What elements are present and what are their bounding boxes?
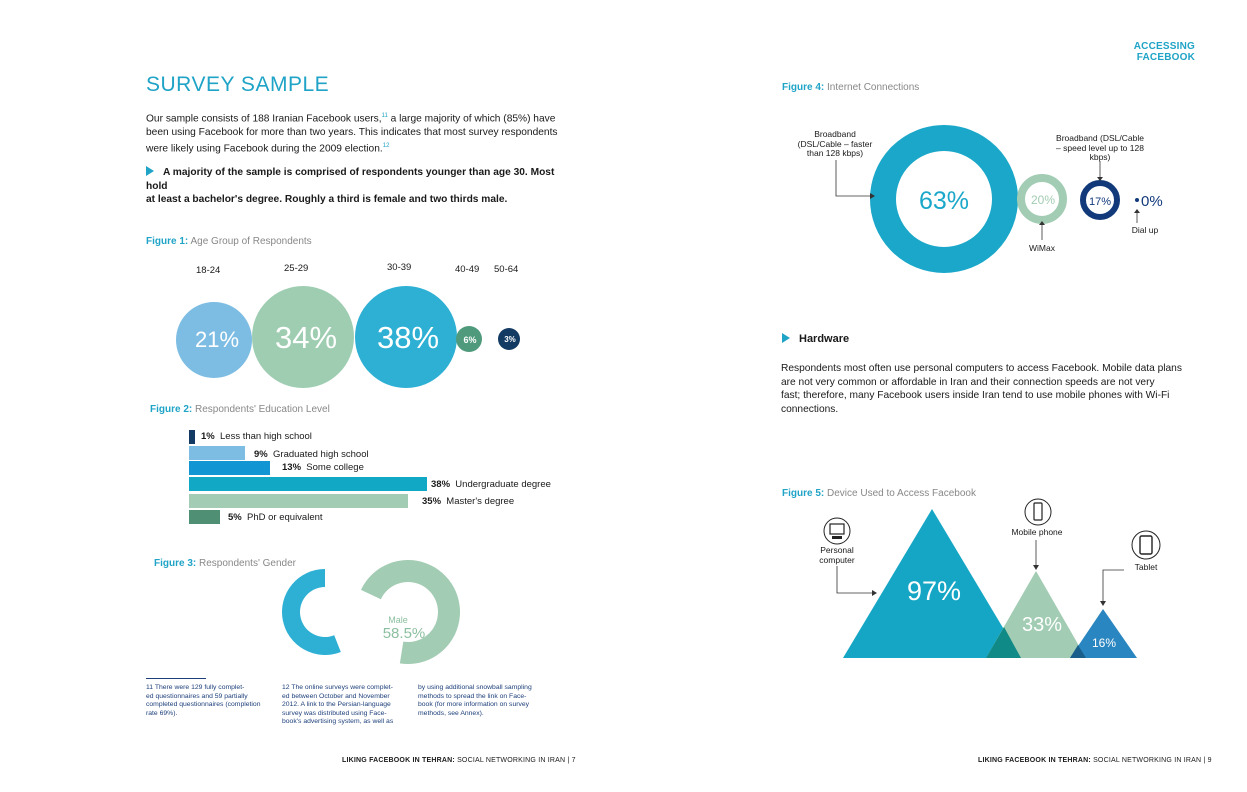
figure-2-title: Respondents' Education Level — [195, 404, 330, 415]
figure-2-caption — [150, 404, 330, 415]
figure-3-label: Figure 3: — [154, 558, 197, 569]
figure-1-caption — [146, 236, 312, 247]
footnote-12: 12 The online surveys were complet- ed between October and November 2012. A link to the Persian-language survey was distributed using Face- book's advertising system, as well as — [282, 684, 394, 726]
bullet-line-1: A majority of the sample is comprised of respondents younger than age 30. Most hold — [146, 167, 555, 192]
wimax-label: WiMax — [1029, 243, 1055, 253]
device-value: 97% — [906, 576, 962, 606]
page-title: SURVEY SAMPLE — [146, 73, 330, 96]
bullet-line-2: at least a bachelor's degree. Roughly a third is female and two thirds male. — [146, 194, 508, 206]
intro-line-2: been using Facebook for more than two years. This indicates that most survey respondents — [146, 127, 558, 139]
arrow-pointer — [836, 160, 870, 196]
arrow-head — [1134, 209, 1140, 213]
age-value-30-39: 38% — [376, 320, 440, 355]
mobile-label: Mobile phone — [1011, 527, 1063, 537]
tablet-icon — [1132, 531, 1160, 559]
male-label: Male — [388, 615, 408, 625]
arrow-bullet-icon — [782, 333, 790, 343]
hardware-paragraph: Respondents most often use personal computers to access Facebook. Mobile data plans are not very common or affordable in Iran and their connection speeds are not very fast; therefore, many Facebook users inside Iran tend to use mobile phones with Wi-Fi connections. — [781, 363, 1182, 416]
tablet-label: Tablet — [1134, 562, 1158, 572]
intro-line-1: Our sample consists of 188 Iranian Facebook users, — [146, 113, 382, 125]
age-value-40-49: 6% — [463, 335, 477, 345]
education-bar — [189, 510, 220, 524]
arrow-head — [872, 590, 877, 596]
age-range-label: 40-49 — [455, 264, 480, 275]
figure-3-caption — [154, 558, 296, 569]
education-label: 9% Graduated high school — [254, 449, 369, 460]
gender-arc-male — [361, 560, 460, 664]
arrow-pointer — [837, 566, 872, 593]
figure-1-title: Age Group of Respondents — [190, 236, 312, 247]
mobile-phone-icon — [1025, 499, 1051, 525]
connection-value: 20% — [1030, 193, 1056, 207]
education-label: 38% Undergraduate degree — [431, 479, 551, 490]
broadband-slow-label: Broadband (DSL/Cable – speed level up to 128 kbps) — [1056, 133, 1144, 162]
footer-right: LIKING FACEBOOK IN TEHRAN: SOCIAL NETWORKING IN IRAN | 9 — [978, 757, 1212, 764]
footnote-11: 11 There were 129 fully complet- ed questionnaires and 59 partially completed questionnaires (completion rate 69%). — [146, 684, 261, 717]
figure-4-caption — [782, 82, 919, 93]
figure-2-label: Figure 2: — [150, 404, 193, 415]
figure-3-title: Respondents' Gender — [199, 558, 296, 569]
intro-paragraph — [146, 110, 566, 156]
figure-5-title: Device Used to Access Facebook — [827, 488, 976, 499]
age-range-label: 30-39 — [387, 262, 412, 273]
gender-donut-chart — [280, 560, 470, 670]
female-label: Female — [314, 597, 346, 607]
connection-dot-dialup — [1135, 198, 1139, 202]
arrow-head — [1033, 565, 1039, 570]
male-value: 58.5% — [382, 625, 426, 642]
figure-1-label: Figure 1: — [146, 236, 189, 247]
education-bar — [189, 494, 408, 508]
figure-5-label: Figure 5: — [782, 488, 825, 499]
arrow-bullet-icon — [146, 166, 154, 176]
section-header: ACCESSING FACEBOOK — [1133, 41, 1195, 63]
internet-connections-chart — [830, 125, 1180, 275]
device-value: 16% — [1091, 636, 1117, 650]
footer-left: LIKING FACEBOOK IN TEHRAN: SOCIAL NETWORKING IN IRAN | 7 — [342, 757, 576, 764]
education-label: 35% Master's degree — [422, 496, 515, 507]
education-label: 5% PhD or equivalent — [228, 512, 323, 523]
figure-4-label: Figure 4: — [782, 82, 825, 93]
age-value-50-64: 3% — [504, 335, 516, 344]
age-range-label: 18-24 — [196, 265, 221, 276]
arrow-pointer — [1103, 570, 1124, 602]
bullet-paragraph — [146, 166, 566, 207]
age-range-label: 50-64 — [494, 264, 519, 275]
arrow-head — [1100, 601, 1106, 606]
female-value: 41.5% — [318, 607, 356, 622]
connection-value: 17% — [1088, 196, 1112, 208]
footnote-ref-12[interactable]: 12 — [382, 142, 390, 149]
intro-line-3: were likely using Facebook during the 2009 election. — [146, 143, 383, 155]
device-value: 33% — [1021, 614, 1063, 636]
age-value-18-24: 21% — [194, 327, 240, 352]
intro-line-1-tail: a large majority of which (85%) have — [387, 113, 556, 125]
education-label: 1% Less than high school — [201, 431, 312, 442]
connection-value: 0% — [1141, 193, 1163, 210]
computer-icon — [824, 518, 850, 544]
footnote-12-continued: by using additional snowball sampling methods to spread the link on Face- book (for more information on survey methods, see Annex). — [418, 684, 532, 717]
connection-value: 63% — [918, 187, 970, 215]
footnote-divider — [146, 678, 206, 679]
education-bar — [189, 446, 245, 460]
age-bubble-chart — [170, 280, 530, 400]
dialup-label: Dial up — [1131, 225, 1159, 235]
age-value-25-29: 34% — [274, 320, 338, 355]
education-bar-chart — [189, 430, 589, 530]
education-label: 13% Some college — [282, 462, 364, 473]
age-range-label: 25-29 — [284, 263, 309, 274]
hardware-heading: Hardware — [782, 333, 849, 345]
broadband-fast-label: Broadband (DSL/Cable – faster than 128 kbps) — [797, 129, 873, 158]
education-bar — [189, 461, 270, 475]
figure-4-title: Internet Connections — [827, 82, 920, 93]
pc-label: Personal computer — [819, 545, 855, 565]
education-bar — [189, 430, 195, 444]
device-triangle-chart — [800, 498, 1180, 668]
education-bar — [189, 477, 427, 491]
footnote-ref-11[interactable]: 11 — [381, 113, 388, 119]
